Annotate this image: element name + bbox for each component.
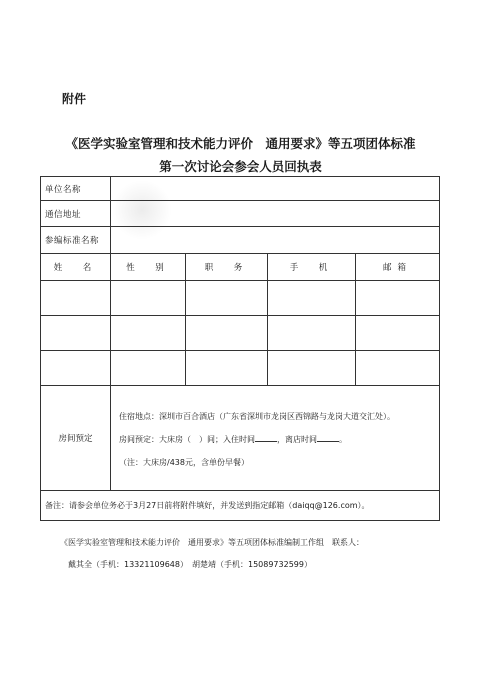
receipt-form-table bbox=[40, 176, 440, 521]
attendee-phone-cell[interactable] bbox=[268, 281, 356, 316]
attendee-name-cell[interactable] bbox=[41, 316, 111, 351]
address-label: 通信地址 bbox=[41, 201, 111, 227]
room-booking-details bbox=[111, 386, 440, 491]
attendee-gender-cell[interactable] bbox=[111, 351, 186, 386]
footer-contacts-line: 戴其全（手机：13321109648） 胡楚靖（手机：15089732599） bbox=[68, 560, 312, 569]
note-row bbox=[41, 491, 440, 521]
attendee-header-row bbox=[41, 254, 440, 281]
header-name: 姓 名 bbox=[41, 254, 111, 281]
document-title-line2: 第一次讨论会参会人员回执表 bbox=[159, 159, 322, 174]
attendee-gender-cell[interactable] bbox=[111, 316, 186, 351]
unit-name-row bbox=[41, 177, 440, 201]
room-price-note: （注：大床房/438元，含单份早餐） bbox=[119, 457, 249, 467]
address-field[interactable] bbox=[111, 201, 440, 227]
attachment-label: 附件 bbox=[62, 92, 87, 106]
unit-name-label: 单位名称 bbox=[41, 177, 111, 201]
attendee-name-cell[interactable] bbox=[41, 351, 111, 386]
attendee-position-cell[interactable] bbox=[186, 316, 268, 351]
footer-organizer-line: 《医学实验室管理和技术能力评价 通用要求》等五项团体标准编制工作组 联系人： bbox=[60, 538, 364, 547]
checkin-blank[interactable] bbox=[255, 433, 277, 442]
standard-name-label: 参编标准名称 bbox=[41, 227, 111, 254]
room-reservation-line: 房间预定：大床房（ ）间；入住时间 ，离店时间 。 bbox=[119, 434, 347, 444]
note-text: 备注：请参会单位务必于3月27日前将附件填好，并发送到指定邮箱（daiqq@126.com）。 bbox=[41, 491, 440, 521]
lodging-location-text: 住宿地点：深圳市百合酒店（广东省深圳市龙岗区西锦路与龙岗大道交汇处）。 bbox=[119, 411, 395, 421]
standard-name-field[interactable] bbox=[111, 227, 440, 254]
attendee-phone-cell[interactable] bbox=[268, 316, 356, 351]
unit-name-field[interactable] bbox=[111, 177, 440, 201]
attendee-name-cell[interactable] bbox=[41, 281, 111, 316]
standard-row bbox=[41, 227, 440, 254]
header-position: 职 务 bbox=[186, 254, 268, 281]
attendee-row bbox=[41, 351, 440, 386]
attendee-email-cell[interactable] bbox=[356, 351, 440, 386]
attendee-phone-cell[interactable] bbox=[268, 351, 356, 386]
attendee-position-cell[interactable] bbox=[186, 281, 268, 316]
header-gender: 性 别 bbox=[111, 254, 186, 281]
checkout-blank[interactable] bbox=[317, 433, 339, 442]
room-booking-row bbox=[41, 386, 440, 491]
attendee-row bbox=[41, 316, 440, 351]
attendee-email-cell[interactable] bbox=[356, 316, 440, 351]
header-phone: 手 机 bbox=[268, 254, 356, 281]
attendee-position-cell[interactable] bbox=[186, 351, 268, 386]
address-row bbox=[41, 201, 440, 227]
attendee-email-cell[interactable] bbox=[356, 281, 440, 316]
attendee-row bbox=[41, 281, 440, 316]
room-booking-label: 房间预定 bbox=[41, 386, 111, 491]
header-email: 邮箱 bbox=[356, 254, 440, 281]
document-title-line1: 《医学实验室管理和技术能力评价 通用要求》等五项团体标准 bbox=[65, 136, 416, 151]
attendee-gender-cell[interactable] bbox=[111, 281, 186, 316]
